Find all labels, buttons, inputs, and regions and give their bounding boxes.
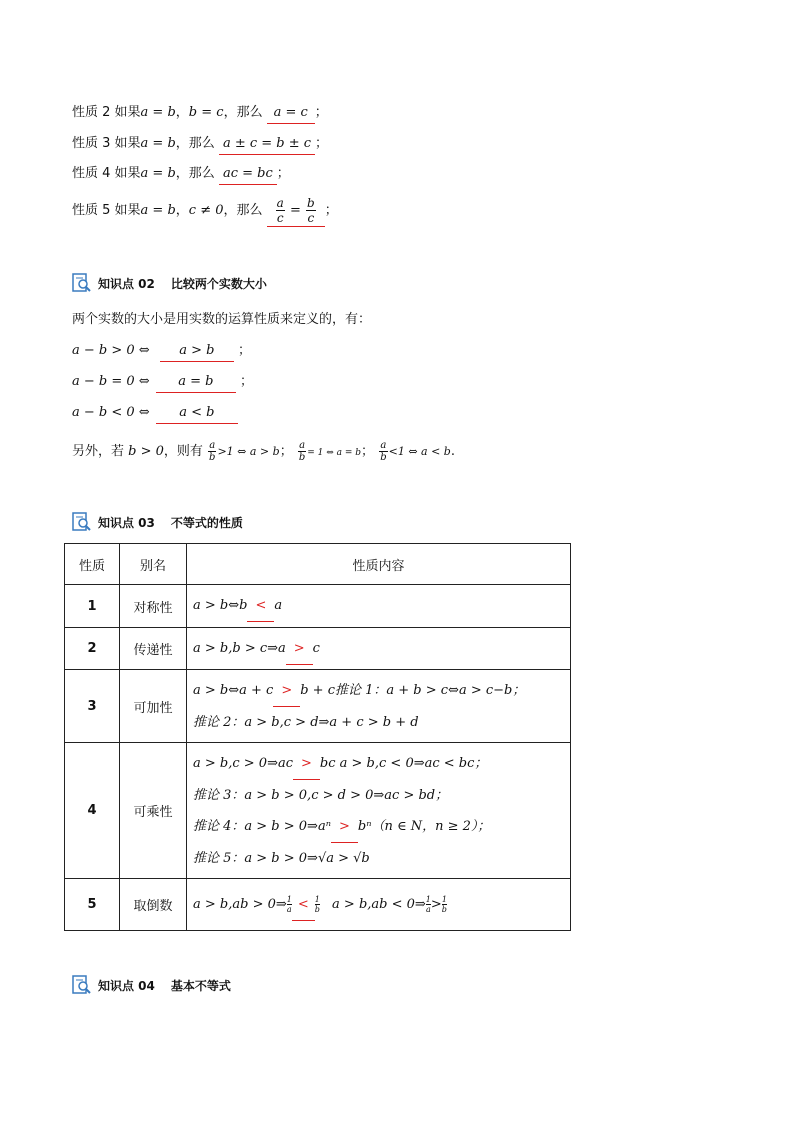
- property-3-line: 性质 3 如果a = b，那么 a ± c = b ± c ；: [72, 134, 328, 155]
- table-row: 1 对称性 a > b⇔b < a: [65, 585, 571, 628]
- section-title: 不等式的性质: [170, 515, 243, 530]
- fraction: $\frac{1}{a}$: [425, 894, 431, 914]
- magnifier-icon: [72, 273, 92, 293]
- property-5-line: 性质 5 如果a = b，c ≠ 0，那么 $\frac{a}{c}$ = $\frac{b}{c}$ ；: [72, 196, 338, 225]
- table-row: 2 传递性 a > b,b > c⇒a > c: [65, 628, 571, 670]
- answer-blank: >: [331, 811, 358, 843]
- answer-blank: <: [292, 889, 315, 921]
- fraction: $\frac{1}{b}$: [441, 894, 447, 914]
- answer-blank: a > b: [160, 341, 234, 362]
- compare-row-1: a − b > 0 ⇔ a > b ；: [72, 341, 251, 362]
- fraction: $\frac{a}{b}$: [209, 440, 216, 463]
- section-heading-03: [72, 510, 243, 534]
- answer-blank: ac = bc: [219, 164, 277, 185]
- answer-blank: <: [247, 590, 274, 622]
- section-title: 基本不等式: [170, 978, 231, 993]
- section-heading-04: [72, 973, 231, 997]
- magnifier-icon: [72, 512, 92, 532]
- fraction: $\frac{1}{a}$: [286, 894, 292, 914]
- fraction: $\frac{a}{b}$: [298, 440, 306, 463]
- answer-blank: a ± c = b ± c: [219, 134, 315, 155]
- header-cell: 性质: [65, 544, 120, 585]
- table-header-row: [65, 544, 571, 585]
- table-row: 5 取倒数 a > b,ab > 0⇒ $\frac{1}{a}$ < $\frac{1}{b}$ a > b,ab < 0⇒ $\frac{1}{a}>$ $\frac{1}{b}$: [65, 879, 571, 931]
- property-label: 性质 2: [72, 105, 111, 120]
- answer-blank: $\frac{a}{c}$ = $\frac{b}{c}$: [267, 196, 325, 227]
- section-title: 比较两个实数大小: [170, 276, 267, 291]
- table-row: 3 可加性 a > b⇔a + c > b + c推论 1：a + b > c⇔a > c−b； 推论 2：a > b,c > d⇒a + c > b + d: [65, 670, 571, 743]
- section-heading-02: [72, 271, 267, 295]
- magnifier-icon: [72, 975, 92, 995]
- section-label: 知识点 04: [98, 978, 155, 993]
- fraction: $\frac{a}{b}$: [380, 440, 387, 463]
- header-cell: 别名: [120, 544, 187, 585]
- answer-blank: a < b: [156, 403, 238, 424]
- inequality-properties-table: [64, 543, 571, 931]
- fraction: $\frac{b}{c}$: [307, 196, 315, 225]
- compare-row-3: a − b < 0 ⇔ a < b: [72, 403, 238, 424]
- property-2-line: 性质 2 如果a = b，b = c，那么 a = c ；: [72, 103, 328, 124]
- property-label: 性质 5: [72, 203, 111, 218]
- property-4-line: 性质 4 如果a = b，那么 ac = bc ；: [72, 164, 290, 185]
- compare-row-2: a − b = 0 ⇔ a = b ；: [72, 372, 253, 393]
- answer-blank: a = c: [267, 103, 315, 124]
- answer-blank: >: [286, 633, 313, 665]
- header-cell: 性质内容: [187, 544, 571, 585]
- property-label: 性质 3: [72, 136, 111, 151]
- section2-extra: 另外，若 b > 0，则有 $\frac{a}{b}$ >1 ⇔ a > b； $\frac{a}{b}$ = 1 ⇔ a = b； $\frac{a}{b}$ <1 ⇔ a < b.: [72, 440, 455, 463]
- section-label: 知识点 03: [98, 515, 155, 530]
- answer-blank: >: [273, 675, 300, 707]
- table-row: 4 可乘性 a > b,c > 0⇒ac > bc a > b,c < 0⇒ac < bc； 推论 3：a > b > 0,c > d > 0⇒ac > bd； 推论 4：a > b > 0⇒aⁿ > bⁿ（n ∈ N，n ≥ 2）； 推论 5：a > b > 0⇒√a > √b: [65, 743, 571, 879]
- section-label: 知识点 02: [98, 276, 155, 291]
- property-label: 性质 4: [72, 166, 111, 181]
- fraction: $\frac{a}{c}$: [276, 196, 284, 225]
- section2-intro: 两个实数的大小是用实数的运算性质来定义的，有：: [72, 312, 372, 327]
- answer-blank: a = b: [156, 372, 236, 393]
- answer-blank: >: [293, 748, 320, 780]
- fraction: $\frac{1}{b}$: [314, 894, 320, 914]
